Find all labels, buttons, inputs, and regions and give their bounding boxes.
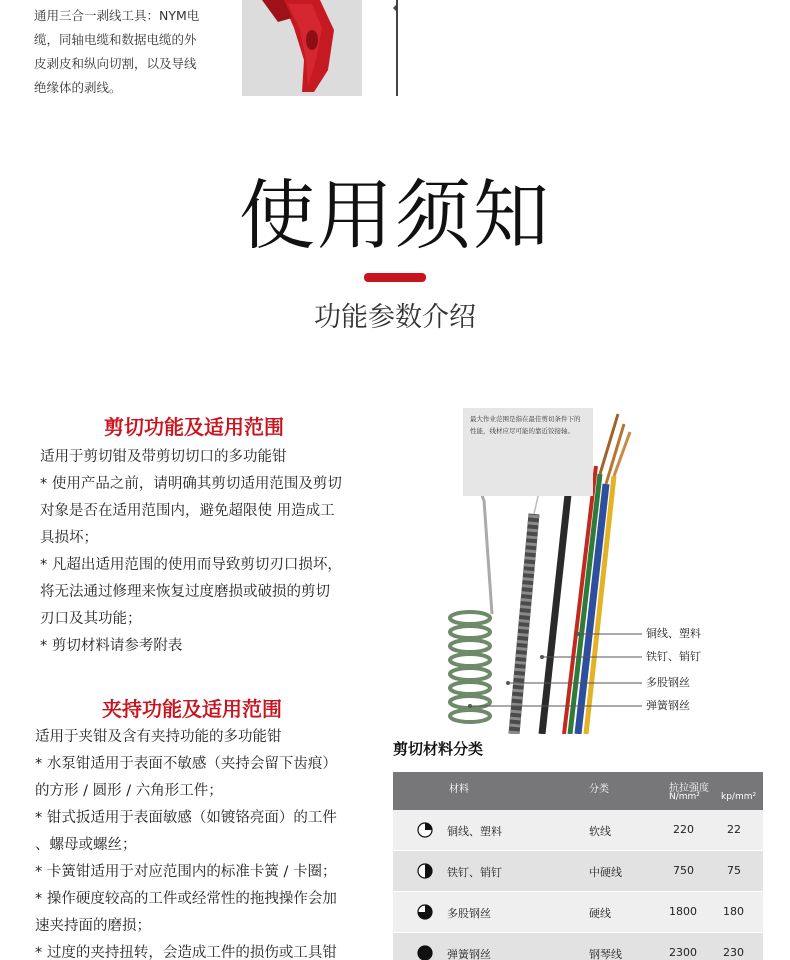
row-strength-n: 750 bbox=[673, 864, 694, 877]
three-quarter-circle-icon bbox=[417, 904, 433, 920]
table-header bbox=[393, 772, 763, 810]
top-description-line: 绝缘体的剥线。 bbox=[34, 80, 122, 95]
callout-nail: 铁钉、销钉 bbox=[646, 650, 701, 663]
top-description bbox=[34, 4, 234, 100]
row-strength-kp: 230 bbox=[723, 946, 744, 959]
holding-line: * 操作硬度较高的工件或经常性的拖拽操作会加 bbox=[35, 891, 337, 907]
table-row bbox=[393, 851, 763, 892]
full-circle-icon bbox=[417, 945, 433, 960]
holding-line: 适用于夹钳及含有夹持功能的多功能钳 bbox=[35, 729, 282, 745]
materials-title: 剪切材料分类 bbox=[393, 740, 484, 758]
header-unit-kp: kp/mm² bbox=[721, 792, 757, 802]
divider-marker bbox=[393, 4, 397, 12]
row-strength-kp: 180 bbox=[723, 905, 744, 918]
materials-table bbox=[393, 772, 763, 960]
holding-line: 速夹持面的磨损； bbox=[35, 918, 151, 934]
cutting-line: * 凡超出适用范围的使用而导致剪切刃口损坏， bbox=[40, 557, 342, 573]
header-category: 分类 bbox=[589, 784, 609, 795]
header-material: 材料 bbox=[449, 784, 469, 795]
holding-text bbox=[35, 724, 383, 960]
top-description-line: 通用三合一剥线工具：NYM电 bbox=[34, 8, 200, 23]
header-strength: 抗拉强度 bbox=[669, 783, 709, 794]
cutting-heading: 剪切功能及适用范围 bbox=[104, 415, 284, 439]
stripping-tool-photo bbox=[242, 0, 362, 96]
cutting-line: 对象是否在适用范围内，避免超限使 用造成工 bbox=[40, 503, 335, 519]
cutting-line: 刃口及其功能； bbox=[40, 611, 142, 627]
holding-line: * 卡簧钳适用于对应范围内的标准卡簧 / 卡圈； bbox=[35, 864, 337, 880]
holding-line: 的方形 / 圆形 / 六角形工件； bbox=[35, 783, 223, 799]
cutting-text bbox=[40, 444, 388, 660]
row-category: 钢琴线 bbox=[589, 948, 622, 960]
holding-line: * 过度的夹持扭转，会造成工件的损伤或工具钳 bbox=[35, 945, 337, 960]
row-strength-kp: 22 bbox=[727, 823, 741, 836]
cutting-line: 适用于剪切钳及带剪切切口的多功能钳 bbox=[40, 449, 287, 465]
callout-copper: 铜线、塑料 bbox=[646, 627, 701, 640]
callout-spring: 弹簧钢丝 bbox=[646, 699, 690, 712]
row-material: 弹簧钢丝 bbox=[447, 948, 491, 960]
page-subtitle: 功能参数介绍 bbox=[314, 302, 476, 333]
cutting-note: 最大作业范围是指在最佳剪切条件下的性能，线材应尽可能的靠近铰接轴。 bbox=[463, 408, 593, 496]
row-category: 硬线 bbox=[589, 907, 611, 920]
divider-line bbox=[396, 0, 398, 96]
row-category: 中硬线 bbox=[589, 866, 622, 879]
table-row bbox=[393, 933, 763, 960]
holding-line: * 钳式扳适用于表面敏感（如镀铬亮面）的工件 bbox=[35, 810, 337, 826]
cutting-line: * 剪切材料请参考附表 bbox=[40, 638, 183, 654]
half-circle-icon bbox=[417, 863, 433, 879]
title-accent-bar bbox=[364, 273, 426, 282]
cutting-line: 具损坏； bbox=[40, 530, 98, 546]
page-title: 使用须知 bbox=[239, 171, 551, 260]
top-description-line: 缆，同轴电缆和数据电缆的外 bbox=[34, 32, 197, 47]
cutting-line: * 使用产品之前，请明确其剪切适用范围及剪切 bbox=[40, 476, 342, 492]
table-row bbox=[393, 892, 763, 933]
row-material: 铁钉、销钉 bbox=[447, 866, 502, 879]
top-description-line: 皮剥皮和纵向切割，以及导线 bbox=[34, 56, 197, 71]
row-material: 多股钢丝 bbox=[447, 907, 491, 920]
header-unit-n: N/mm² bbox=[669, 792, 700, 802]
callout-stranded: 多股钢丝 bbox=[646, 676, 690, 689]
holding-line: 、螺母或螺丝； bbox=[35, 837, 137, 853]
row-strength-n: 220 bbox=[673, 823, 694, 836]
row-strength-n: 1800 bbox=[669, 905, 697, 918]
holding-heading: 夹持功能及适用范围 bbox=[102, 697, 282, 721]
holding-line: * 水泵钳适用于表面不敏感（夹持会留下齿痕） bbox=[35, 756, 337, 772]
table-row bbox=[393, 810, 763, 851]
row-strength-n: 2300 bbox=[669, 946, 697, 959]
quarter-circle-icon bbox=[417, 822, 433, 838]
row-category: 软线 bbox=[589, 825, 611, 838]
row-strength-kp: 75 bbox=[727, 864, 741, 877]
row-material: 铜线、塑料 bbox=[447, 825, 502, 838]
cutting-line: 将无法通过修理来恢复过度磨损或破损的剪切 bbox=[40, 584, 330, 600]
